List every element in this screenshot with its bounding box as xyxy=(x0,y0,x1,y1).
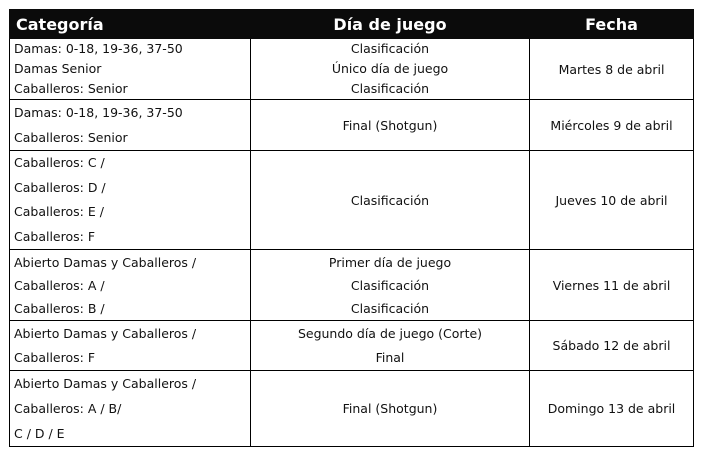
category-cell xyxy=(10,151,251,250)
table-row xyxy=(10,100,694,151)
date-cell: Miércoles 9 de abril xyxy=(530,100,694,151)
category-line: Caballeros: F xyxy=(14,349,96,365)
category-line: Damas Senior xyxy=(14,61,102,76)
date-cell: Sábado 12 de abril xyxy=(530,321,694,371)
category-line: Caballeros: A / B/ xyxy=(14,401,122,416)
header-date: Fecha xyxy=(530,10,694,39)
date-cell: Viernes 11 de abril xyxy=(530,250,694,321)
table-row xyxy=(10,151,694,250)
game-day-line: Clasificación xyxy=(350,81,430,96)
table-row xyxy=(10,250,694,321)
category-line: C / D / E xyxy=(14,426,65,441)
game-day-line: Clasificación xyxy=(350,41,430,56)
table-row xyxy=(10,371,694,447)
table-row xyxy=(10,39,694,100)
header-game-day: Día de juego xyxy=(251,10,530,39)
category-line: Caballeros: D / xyxy=(14,179,106,195)
header-category: Categoría xyxy=(10,10,251,39)
game-day-cell xyxy=(251,250,530,321)
category-cell xyxy=(10,250,251,321)
date-cell: Domingo 13 de abril xyxy=(530,371,694,447)
game-day-line: Primer día de juego xyxy=(328,254,452,270)
category-line: Caballeros: C / xyxy=(14,155,105,170)
category-line: Caballeros: A / xyxy=(14,277,105,293)
game-day-line: Clasificación xyxy=(350,192,430,208)
game-day-cell xyxy=(251,151,530,250)
category-cell xyxy=(10,100,251,151)
category-line: Caballeros: B / xyxy=(14,300,105,316)
header-row xyxy=(10,10,694,39)
category-line: Damas: 0-18, 19-36, 37-50 xyxy=(14,41,183,56)
table-row xyxy=(10,321,694,371)
category-line: Caballeros: Senior xyxy=(14,81,128,96)
category-line: Abierto Damas y Caballeros / xyxy=(14,325,197,341)
game-day-line: Final (Shotgun) xyxy=(342,401,438,416)
game-day-line: Único día de juego xyxy=(331,61,449,76)
game-day-line: Segundo día de juego (Corte) xyxy=(297,325,483,341)
category-line: Damas: 0-18, 19-36, 37-50 xyxy=(14,105,183,120)
schedule-table xyxy=(9,9,694,447)
game-day-line: Final (Shotgun) xyxy=(342,117,438,133)
category-line: Caballeros: E / xyxy=(14,204,104,219)
category-line: Caballeros: F xyxy=(14,228,96,244)
game-day-line: Clasificación xyxy=(350,277,430,293)
category-line: Abierto Damas y Caballeros / xyxy=(14,254,197,270)
game-day-cell xyxy=(251,39,530,100)
category-line: Abierto Damas y Caballeros / xyxy=(14,376,197,391)
game-day-line: Clasificación xyxy=(350,300,430,316)
category-line: Caballeros: Senior xyxy=(14,130,128,145)
category-cell xyxy=(10,321,251,371)
category-cell xyxy=(10,39,251,100)
category-cell xyxy=(10,371,251,447)
game-day-cell xyxy=(251,321,530,371)
game-day-line: Final xyxy=(375,349,405,365)
date-cell: Jueves 10 de abril xyxy=(530,151,694,250)
date-cell: Martes 8 de abril xyxy=(530,39,694,100)
game-day-cell xyxy=(251,371,530,447)
game-day-cell xyxy=(251,100,530,151)
